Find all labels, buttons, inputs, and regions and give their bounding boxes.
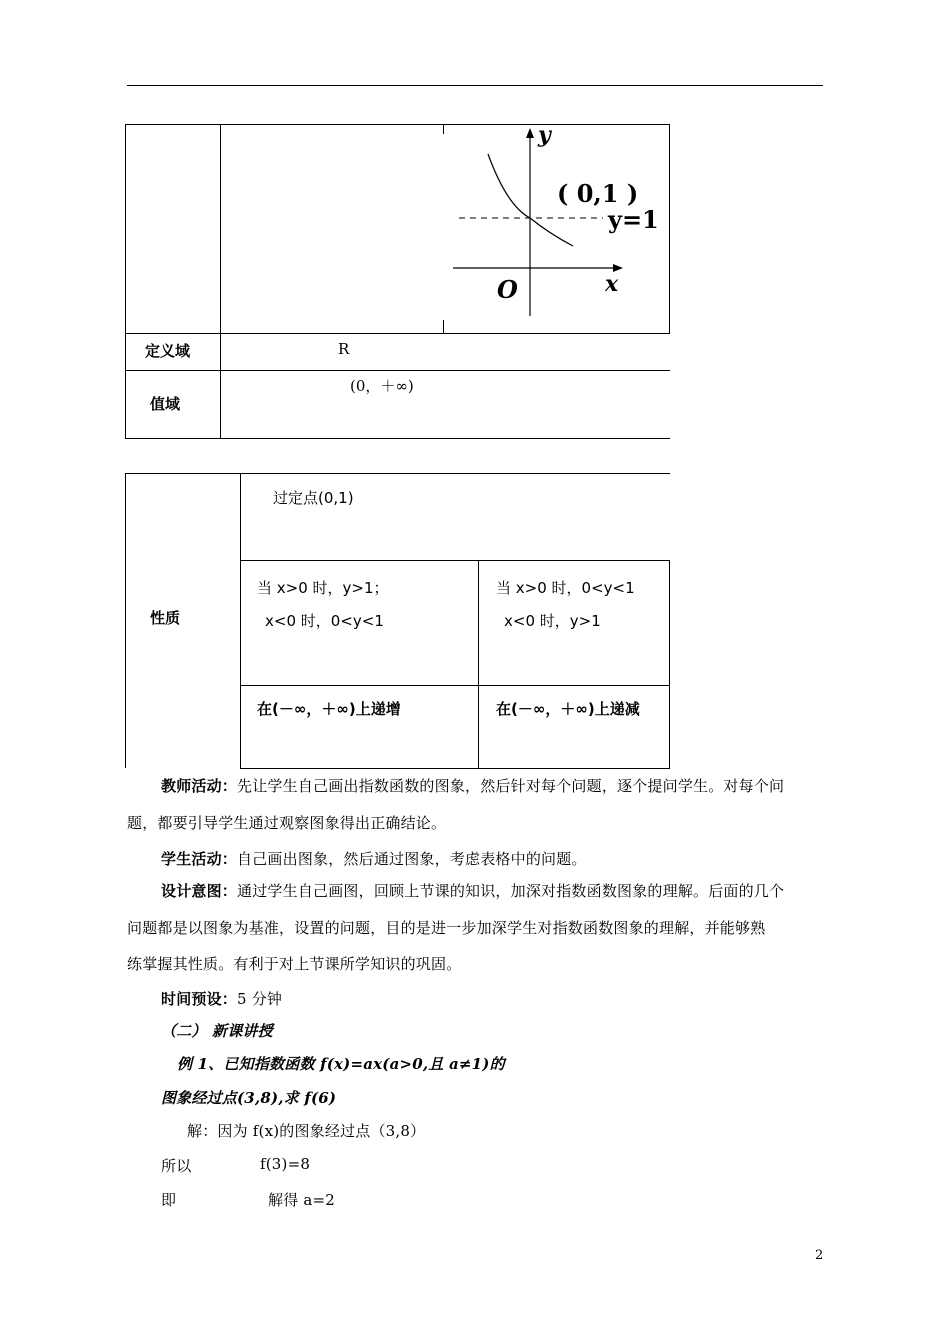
range-label: 值域	[150, 395, 181, 413]
student-label: 学生活动：	[161, 850, 238, 868]
student-activity	[161, 848, 587, 869]
time-preset	[161, 988, 282, 1009]
exponential-decay-graph	[445, 126, 667, 331]
design-text-1: 通过学生自己画图，回顾上节课的知识，加深对指数函数图象的理解。后面的几个	[237, 882, 785, 900]
decreasing-monotonicity: 在(－∞，＋∞)上递减	[496, 700, 640, 718]
increasing-monotonicity: 在(－∞，＋∞)上递增	[257, 700, 401, 718]
solution-line-1: 解：因为 f(x)的图象经过点（3,8）	[187, 1122, 426, 1140]
example-line-1: 例 1、已知指数函数 f(x)=ax(a>0,且 a≠1)的	[177, 1055, 505, 1073]
increasing-condition-1: 当 x>0 时，y>1；	[257, 579, 389, 597]
asymptote-label: y=1	[608, 205, 659, 234]
domain-label: 定义域	[145, 342, 191, 360]
teacher-label: 教师活动：	[161, 777, 238, 795]
origin-label: O	[497, 275, 518, 304]
design-intent-line-1	[161, 880, 784, 901]
section-title: （二） 新课讲授	[161, 1022, 273, 1040]
page-number: 2	[815, 1248, 824, 1263]
time-label: 时间预设：	[161, 990, 238, 1008]
solution-line-2-label: 所以	[161, 1157, 192, 1175]
decreasing-condition-1: 当 x>0 时，0<y<1	[496, 579, 635, 597]
fixed-point: 过定点(0,1)	[273, 489, 354, 507]
solution-line-3-label: 即	[161, 1191, 177, 1209]
y-axis-label: y	[538, 126, 551, 148]
x-axis-label: x	[605, 271, 619, 297]
increasing-condition-2: x<0 时，0<y<1	[265, 612, 384, 630]
solution-line-3-value: 解得 a=2	[268, 1191, 336, 1209]
point-label: ( 0,1 )	[557, 179, 639, 208]
design-label: 设计意图：	[161, 882, 238, 900]
teacher-activity-line-1	[161, 775, 784, 796]
example-line-2: 图象经过点(3,8),求 f(6)	[161, 1089, 337, 1107]
design-text-2: 问题都是以图象为基准，设置的问题，目的是进一步加深学生对指数函数图象的理解，并能够熟	[127, 919, 766, 937]
teacher-text-2: 题，都要引导学生通过观察图象得出正确结论。	[127, 814, 447, 832]
teacher-text-1: 先让学生自己画出指数函数的图象，然后针对每个问题，逐个提问学生。对每个问	[237, 777, 785, 795]
student-text: 自己画出图象，然后通过图象，考虑表格中的问题。	[237, 850, 587, 868]
solution-line-2-value: f(3)=8	[260, 1155, 311, 1173]
design-text-3: 练掌握其性质。有利于对上节课所学知识的巩固。	[127, 955, 462, 973]
domain-value: R	[338, 340, 350, 358]
range-value: (0，＋∞)	[350, 377, 414, 395]
decreasing-condition-2: x<0 时，y>1	[504, 612, 601, 630]
properties-label: 性质	[150, 609, 181, 627]
time-text: 5 分钟	[237, 990, 283, 1008]
header-rule	[127, 85, 823, 86]
